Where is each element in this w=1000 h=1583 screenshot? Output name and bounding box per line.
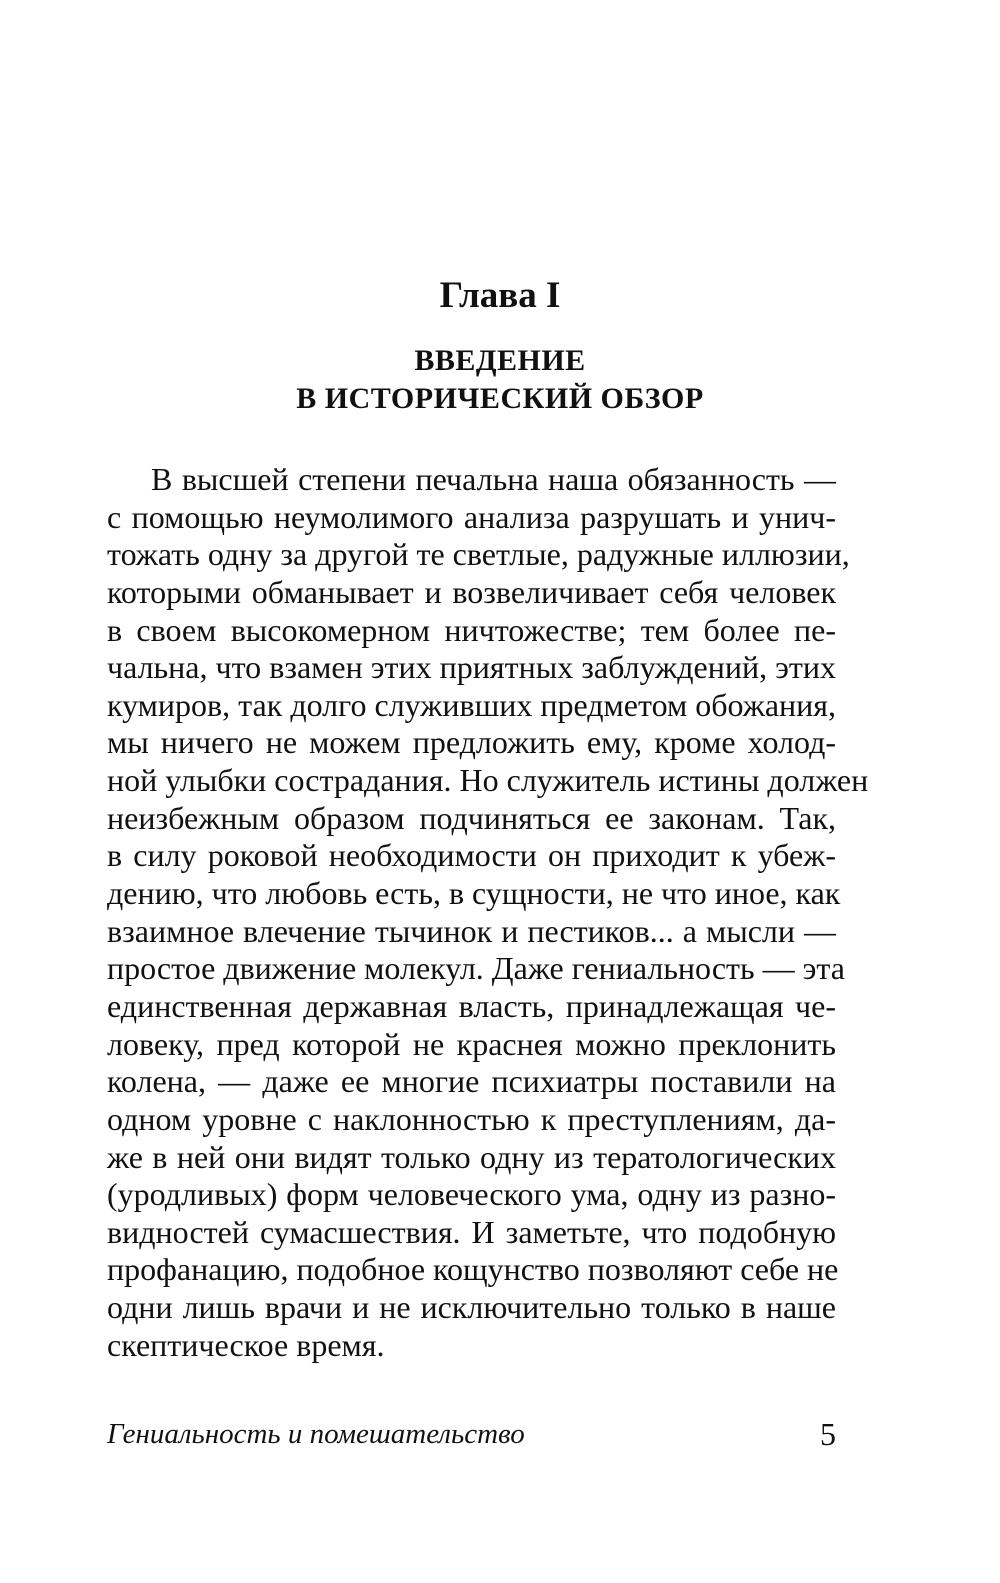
text-line: с помощью неумолимого анализа разрушать и унич-	[107, 498, 836, 535]
text-line: мы ничего не можем предложить ему, кроме холод-	[107, 724, 836, 761]
text-line: одни лишь врачи и не исключительно только в наше	[107, 1289, 836, 1326]
text-line: профанацию, подобное кощунство позволяют себе не	[107, 1251, 839, 1288]
chapter-title	[0, 342, 1000, 418]
text-line: колена, — даже ее многие психиатры поставили на	[107, 1063, 836, 1100]
text-line: неизбежным образом подчиняться ее законам. Так,	[107, 799, 836, 836]
text-line: взаимное влечение тычинок и пестиков... а мысли —	[107, 912, 836, 949]
text-line: одном уровне с наклонностью к преступлениям, да-	[107, 1100, 836, 1137]
chapter-title-line: ВВЕДЕНИЕ	[414, 344, 586, 377]
text-line: тожать одну за другой те светлые, радужные иллюзии,	[107, 536, 850, 573]
page-footer	[107, 1412, 836, 1456]
text-line: (уродливых) форм человеческого ума, одну из разно-	[107, 1176, 836, 1213]
text-line: видностей сумасшествия. И заметьте, что подобную	[107, 1213, 836, 1250]
page-number: 5	[820, 1416, 836, 1452]
text-line: дению, что любовь есть, в сущности, не что иное, как	[107, 875, 841, 912]
text-line: ловеку, пред которой не краснея можно преклонить	[107, 1025, 836, 1062]
text-line: которыми обманывает и возвеличивает себя человек	[107, 573, 836, 610]
text-line: чальна, что взамен этих приятных заблуждений, этих	[107, 649, 836, 686]
text-line: скептическое время.	[107, 1326, 385, 1363]
text-line: же в ней они видят только одну из тератологических	[107, 1138, 836, 1175]
text-line: В высшей степени печальна наша обязанность —	[151, 461, 836, 497]
chapter-title-line: В ИСТОРИЧЕСКИЙ ОБЗОР	[296, 382, 704, 415]
chapter-label: Глава I	[439, 275, 561, 316]
text-line: в силу роковой необходимости он приходит к убеж-	[107, 837, 836, 874]
text-line: простое движение молекул. Даже гениальность — эта	[107, 950, 845, 987]
text-line: в своем высокомерном ничтожестве; тем более пе-	[107, 611, 836, 648]
text-line: единственная державная власть, принадлежащая че-	[107, 987, 836, 1024]
running-title: Гениальность и помешательство	[107, 1418, 525, 1450]
body-paragraph	[107, 461, 869, 1364]
text-line: кумиров, так долго служивших предметом обожания,	[107, 686, 836, 723]
text-line: ной улыбки сострадания. Но служитель истины должен	[107, 762, 869, 799]
